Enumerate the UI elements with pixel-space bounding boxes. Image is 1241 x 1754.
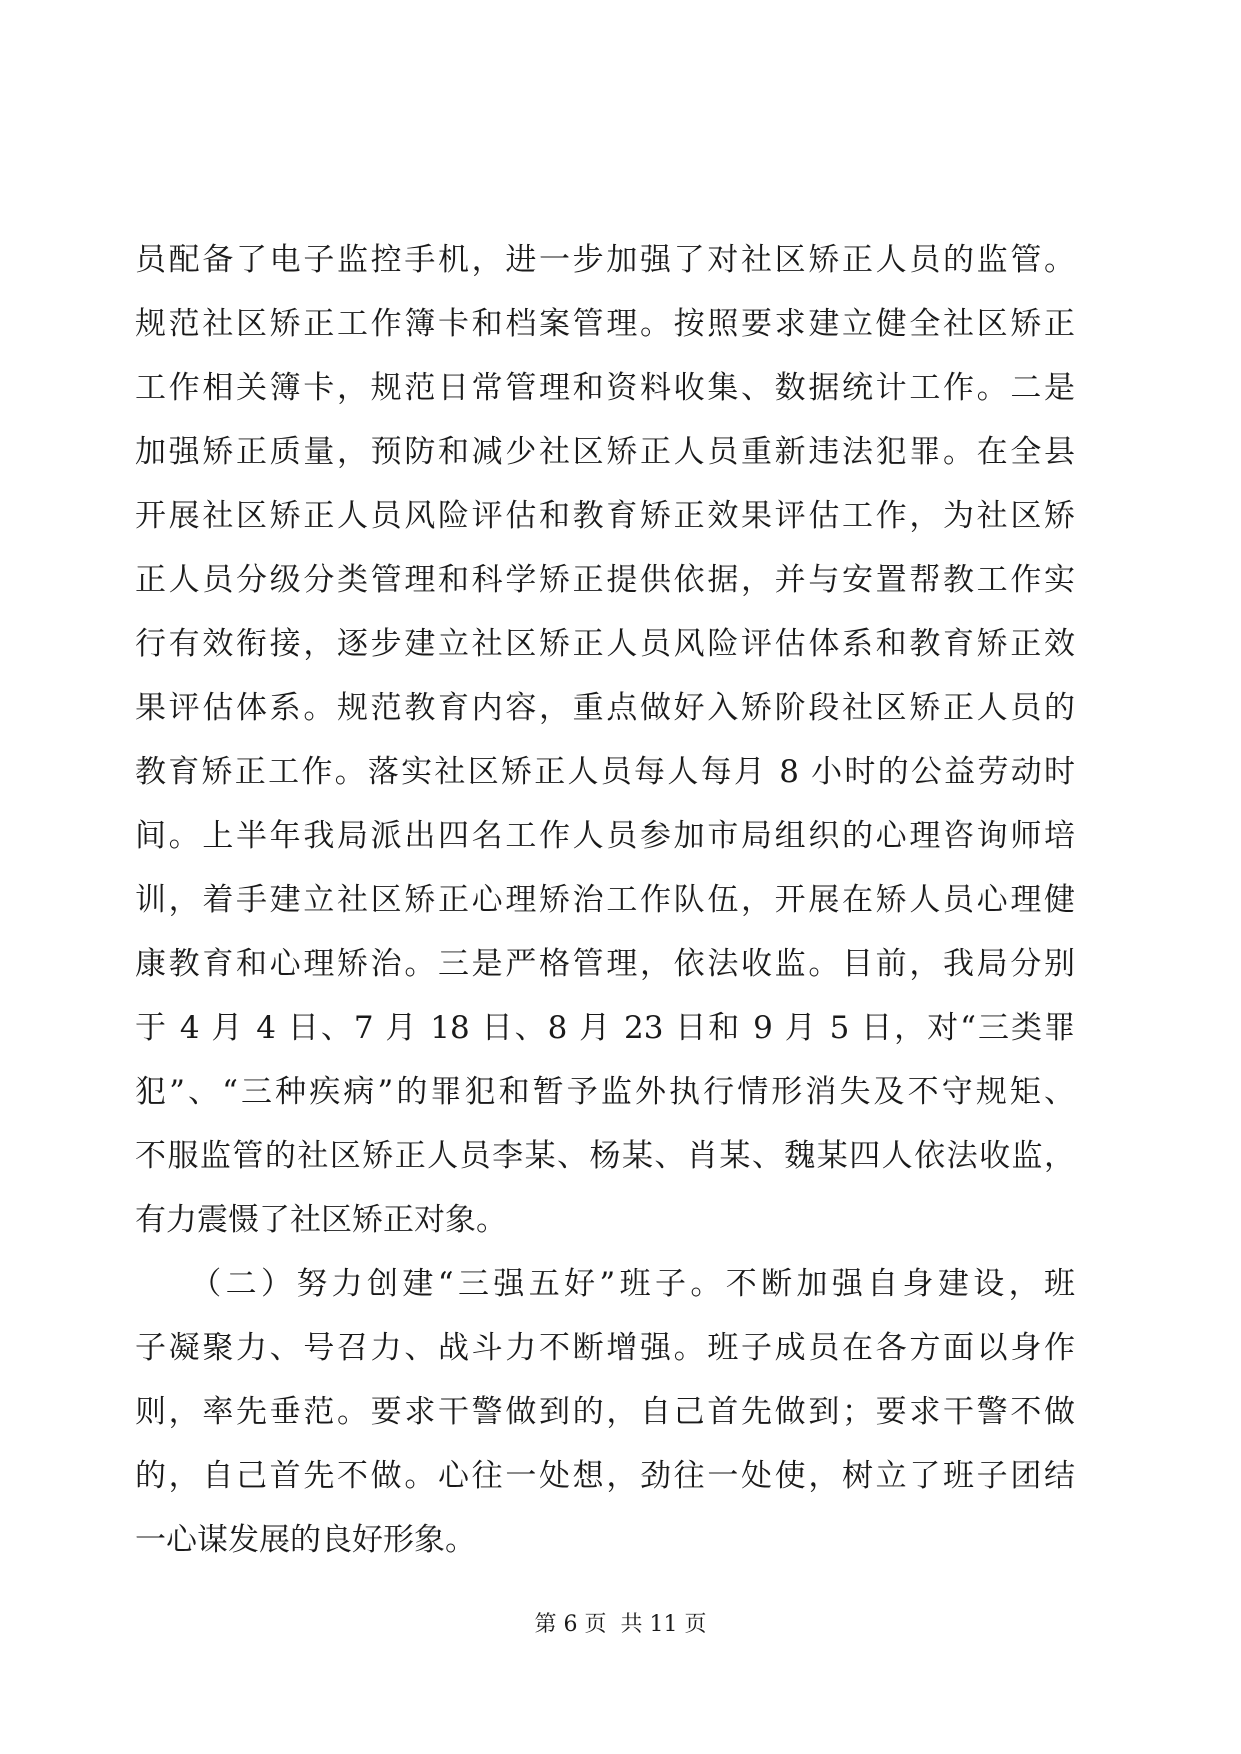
text-line: 果评估体系。规范教育内容，重点做好入矫阶段社区矫正人员的	[135, 690, 1075, 726]
text-line: 规范社区矫正工作簿卡和档案管理。按照要求建立健全社区矫正	[135, 306, 1075, 342]
text-line: 不服监管的社区矫正人员李某、杨某、肖某、魏某四人依法收监，	[135, 1138, 1075, 1174]
text-line: 一心谋发展的良好形象。	[135, 1522, 476, 1558]
page-footer	[0, 1610, 1241, 1640]
text-line: 子凝聚力、号召力、战斗力不断增强。班子成员在各方面以身作	[135, 1330, 1075, 1366]
page-number: 第 6 页	[534, 1612, 607, 1637]
text-line: 工作相关簿卡，规范日常管理和资料收集、数据统计工作。二是	[135, 370, 1075, 406]
text-line: 间。上半年我局派出四名工作人员参加市局组织的心理咨询师培	[135, 818, 1075, 854]
text-line: 的，自己首先不做。心往一处想，劲往一处使，树立了班子团结	[135, 1458, 1075, 1494]
text-line: 正人员分级分类管理和科学矫正提供依据，并与安置帮教工作实	[135, 562, 1075, 598]
text-line: 员配备了电子监控手机，进一步加强了对社区矫正人员的监管。	[135, 242, 1075, 278]
text-line: 训，着手建立社区矫正心理矫治工作队伍，开展在矫人员心理健	[135, 882, 1075, 918]
text-line: （二）努力创建“三强五好”班子。不断加强自身建设，班	[135, 1266, 1075, 1302]
text-line: 行有效衔接，逐步建立社区矫正人员风险评估体系和教育矫正效	[135, 626, 1075, 662]
text-line: 康教育和心理矫治。三是严格管理，依法收监。目前，我局分别	[135, 946, 1075, 982]
body-text	[135, 228, 1075, 1572]
text-line: 于 4 月 4 日、7 月 18 日、8 月 23 日和 9 月 5 日，对“三类罪	[135, 1010, 1075, 1046]
text-line: 犯”、“三种疾病”的罪犯和暂予监外执行情形消失及不守规矩、	[135, 1074, 1075, 1110]
text-line: 开展社区矫正人员风险评估和教育矫正效果评估工作，为社区矫	[135, 498, 1075, 534]
text-line: 加强矫正质量，预防和减少社区矫正人员重新违法犯罪。在全县	[135, 434, 1075, 470]
text-line: 则，率先垂范。要求干警做到的，自己首先做到；要求干警不做	[135, 1394, 1075, 1430]
page-total: 共 11 页	[620, 1612, 707, 1637]
text-line: 教育矫正工作。落实社区矫正人员每人每月 8 小时的公益劳动时	[135, 754, 1075, 790]
text-line: 有力震慑了社区矫正对象。	[135, 1202, 507, 1238]
